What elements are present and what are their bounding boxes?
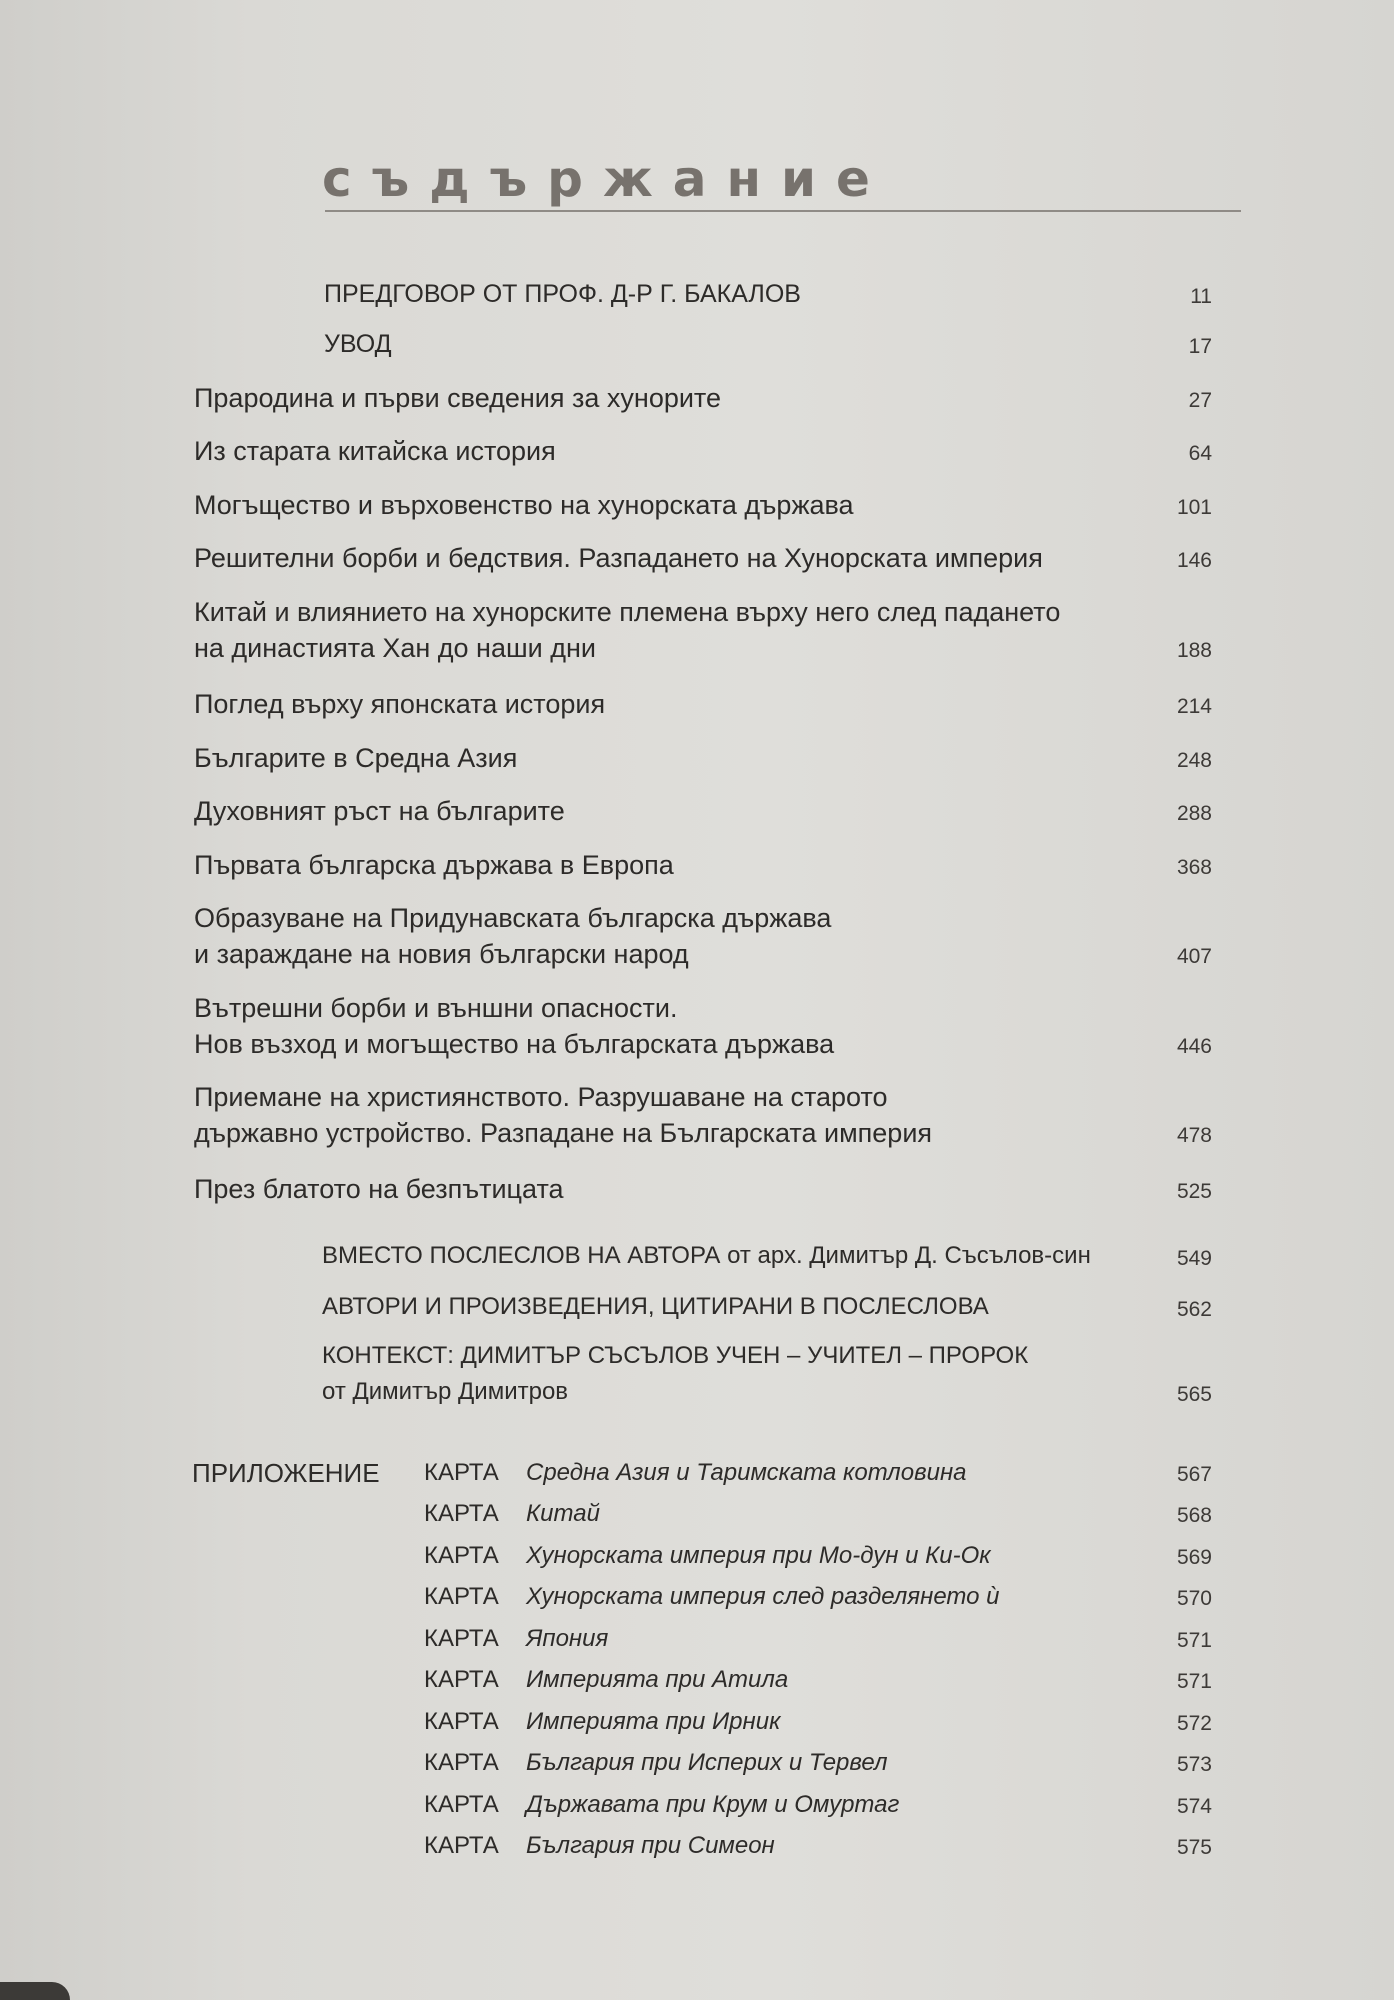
entry-title — [194, 900, 1174, 972]
map-entry[interactable] — [424, 1580, 1212, 1614]
entry-title — [322, 1338, 1302, 1410]
entry-title: АВТОРИ И ПРОИЗВЕДЕНИЯ, ЦИТИРАНИ В ПОСЛЕСЛОВА — [322, 1293, 989, 1320]
map-page: 568 — [1176, 1504, 1212, 1527]
toc-entry-chapter[interactable] — [194, 686, 1212, 722]
appendix-label: ПРИЛОЖЕНИЕ — [192, 1458, 380, 1488]
entry-title — [194, 1079, 1174, 1151]
entry-page: 248 — [1176, 749, 1212, 772]
map-entry[interactable] — [424, 1539, 1212, 1573]
toc-entry-cited-works[interactable] — [322, 1289, 1212, 1325]
toc-entry-chapter[interactable] — [194, 1171, 1212, 1207]
entry-title: Българите в Средна Азия — [194, 743, 518, 773]
map-page: 571 — [1176, 1629, 1212, 1652]
entry-author: от Димитър Димитров — [322, 1378, 569, 1405]
entry-page: 214 — [1176, 695, 1212, 718]
map-entry[interactable] — [424, 1456, 1212, 1490]
map-page: 573 — [1176, 1753, 1212, 1776]
map-page: 570 — [1176, 1587, 1212, 1610]
toc-entry-chapter[interactable] — [194, 540, 1212, 576]
entry-title-line: и зараждане на новия български народ — [194, 939, 689, 969]
toc-entry-introduction[interactable] — [324, 326, 1212, 362]
entry-title: УВОД — [324, 330, 392, 358]
entry-title: Из старата китайска история — [194, 436, 556, 466]
map-title: Империята при Ирник — [526, 1708, 781, 1735]
entry-title-text: ВМЕСТО ПОСЛЕСЛОВ НА АВТОРА — [322, 1242, 721, 1269]
map-kind: КАРТА — [424, 1625, 499, 1652]
entry-title-line: КОНТЕКСТ: ДИМИТЪР СЪСЪЛОВ УЧЕН – УЧИТЕЛ – ПРОРОК — [322, 1342, 1029, 1369]
map-kind: КАРТА — [424, 1791, 499, 1818]
toc-entry-chapter[interactable] — [194, 900, 1212, 972]
entry-page: 549 — [1176, 1247, 1212, 1270]
page-corner-shadow — [0, 1982, 70, 2000]
toc-entry-chapter[interactable] — [194, 380, 1212, 416]
entry-title — [194, 594, 1174, 666]
entry-title-line: Китай и влиянието на хунорските племена върху него след падането — [194, 597, 1061, 627]
entry-title: Решителни борби и бедствия. Разпадането на Хунорската империя — [194, 543, 1043, 573]
map-title: Китай — [526, 1500, 600, 1527]
entry-title-line: Образуване на Придунавската българска държава — [194, 903, 832, 933]
toc-entry-chapter[interactable] — [194, 990, 1212, 1062]
entry-title: Духовният ръст на българите — [194, 796, 565, 826]
toc-entry-chapter[interactable] — [194, 793, 1212, 829]
entry-title: През блатото на безпътицата — [194, 1174, 564, 1204]
map-page: 574 — [1176, 1795, 1212, 1818]
entry-page: 17 — [1188, 335, 1212, 358]
entry-page: 11 — [1190, 285, 1212, 308]
map-title: България при Симеон — [526, 1832, 775, 1859]
map-page: 571 — [1176, 1670, 1212, 1693]
map-title: Хунорската империя след разделянето ѝ — [526, 1583, 1000, 1610]
entry-page: 562 — [1176, 1298, 1212, 1321]
entry-page: 64 — [1188, 442, 1212, 465]
map-entry[interactable] — [424, 1663, 1212, 1697]
map-entry[interactable] — [424, 1746, 1212, 1780]
map-page: 572 — [1176, 1712, 1212, 1735]
entry-page: 565 — [1176, 1383, 1212, 1406]
entry-page: 368 — [1176, 856, 1212, 879]
entry-page: 525 — [1176, 1180, 1212, 1203]
entry-title — [194, 990, 1174, 1062]
toc-entry-chapter[interactable] — [194, 847, 1212, 883]
map-title: Япония — [526, 1625, 609, 1652]
map-page: 575 — [1176, 1836, 1212, 1859]
toc-entry-afterword[interactable] — [322, 1238, 1212, 1274]
map-kind: КАРТА — [424, 1500, 499, 1527]
map-entry[interactable] — [424, 1829, 1212, 1863]
entry-page: 478 — [1176, 1124, 1212, 1147]
toc-entry-chapter[interactable] — [194, 487, 1212, 523]
map-page: 569 — [1176, 1546, 1212, 1569]
map-kind: КАРТА — [424, 1749, 499, 1776]
page-title: съдържание — [322, 150, 890, 208]
entry-title: Могъщество и върховенство на хунорската държава — [194, 490, 854, 520]
entry-title-line: Приемане на християнството. Разрушаване на старото — [194, 1082, 888, 1112]
entry-page: 27 — [1188, 389, 1212, 412]
map-kind: КАРТА — [424, 1708, 499, 1735]
entry-author: от арх. Димитър Д. Съсълов-син — [727, 1242, 1091, 1269]
map-title: Държавата при Крум и Омуртаг — [526, 1791, 900, 1818]
title-underline — [325, 210, 1241, 212]
toc-entry-chapter[interactable] — [194, 740, 1212, 776]
entry-title-line: на династията Хан до наши дни — [194, 633, 596, 663]
entry-page: 146 — [1176, 549, 1212, 572]
map-kind: КАРТА — [424, 1832, 499, 1859]
map-entry[interactable] — [424, 1705, 1212, 1739]
entry-title-line: Нов възход и могъщество на българската държава — [194, 1029, 835, 1059]
entry-title: Първата българска държава в Европа — [194, 850, 674, 880]
map-page: 567 — [1176, 1463, 1212, 1486]
entry-title: ПРЕДГОВОР ОТ ПРОФ. Д-Р Г. БАКАЛОВ — [324, 280, 801, 308]
map-entry[interactable] — [424, 1622, 1212, 1656]
map-kind: КАРТА — [424, 1542, 499, 1569]
toc-entry-chapter[interactable] — [194, 433, 1212, 469]
toc-entry-context[interactable] — [322, 1338, 1212, 1410]
entry-page: 101 — [1176, 496, 1212, 519]
toc-entry-chapter[interactable] — [194, 1079, 1212, 1151]
entry-page: 188 — [1176, 639, 1212, 662]
map-entry[interactable] — [424, 1788, 1212, 1822]
map-title: Средна Азия и Таримската котловина — [526, 1459, 967, 1486]
map-title: Империята при Атила — [526, 1666, 789, 1693]
entry-title: Поглед върху японската история — [194, 689, 606, 719]
map-title: Хунорската империя при Мо-дун и Ки-Ок — [526, 1542, 991, 1569]
entry-title-line: държавно устройство. Разпадане на Българската империя — [194, 1118, 933, 1148]
toc-entry-chapter[interactable] — [194, 594, 1212, 666]
entry-title — [322, 1238, 1302, 1274]
entry-title: Прародина и първи сведения за хунорите — [194, 383, 722, 413]
entry-page: 407 — [1176, 945, 1212, 968]
entry-title-line: Вътрешни борби и външни опасности. — [194, 993, 678, 1023]
toc-entry-preface[interactable] — [324, 276, 1212, 312]
map-kind: КАРТА — [424, 1459, 499, 1486]
entry-page: 446 — [1176, 1035, 1212, 1058]
map-title: България при Исперих и Тервел — [526, 1749, 888, 1776]
entry-page: 288 — [1176, 802, 1212, 825]
map-kind: КАРТА — [424, 1583, 499, 1610]
map-entry[interactable] — [424, 1497, 1212, 1531]
map-kind: КАРТА — [424, 1666, 499, 1693]
